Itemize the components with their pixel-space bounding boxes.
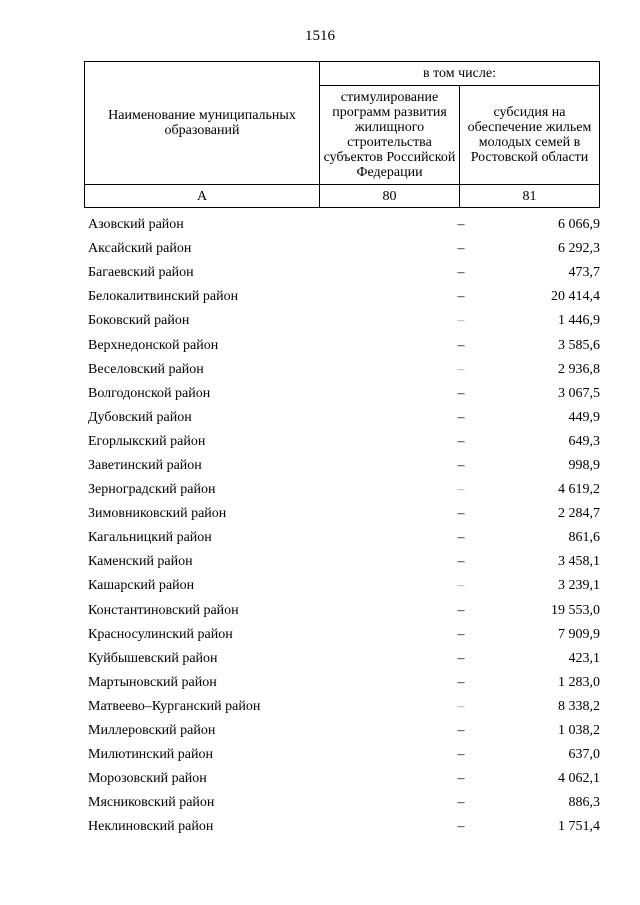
- col-81-value: 1 446,9: [558, 313, 600, 329]
- col-81-value: 4 062,1: [558, 771, 600, 787]
- municipality-name: Матвеево–Курганский район: [88, 698, 261, 714]
- col-80-value: –: [457, 313, 465, 329]
- municipality-name: Мясниковский район: [88, 795, 215, 811]
- table-row: [84, 647, 600, 671]
- municipality-name: Красносулинский район: [88, 626, 233, 642]
- municipality-name: Егорлыкский район: [88, 433, 206, 449]
- table-row: [84, 285, 600, 309]
- table-row: [84, 743, 600, 767]
- municipality-name: Кашарский район: [88, 578, 195, 594]
- col-80-cell: [322, 265, 465, 281]
- table-row: [84, 671, 600, 695]
- col-80-cell: [322, 482, 465, 498]
- municipality-name: Куйбышевский район: [88, 650, 218, 666]
- municipality-name: Морозовский район: [88, 771, 207, 787]
- col-81-value: 861,6: [568, 530, 600, 546]
- table-row: [84, 213, 600, 237]
- col-80-value: –: [457, 217, 465, 233]
- col-80-value: –: [457, 385, 465, 401]
- header-col-a-number: А: [85, 185, 320, 208]
- col-81-value: 6 292,3: [558, 241, 600, 257]
- table-row: [84, 261, 600, 285]
- col-80-value: –: [457, 650, 465, 666]
- col-80-value: –: [457, 530, 465, 546]
- col-81-value: 19 553,0: [551, 602, 600, 618]
- col-81-value: 2 284,7: [558, 506, 600, 522]
- table-row: [84, 454, 600, 478]
- col-80-value: –: [457, 457, 465, 473]
- col-81-value: 3 239,1: [558, 578, 600, 594]
- page-number: 1516: [305, 28, 335, 44]
- col-80-cell: [322, 771, 465, 787]
- table-row: [84, 358, 600, 382]
- col-80-value: –: [457, 602, 465, 618]
- col-80-value: –: [457, 578, 465, 594]
- col-81-value: 8 338,2: [558, 698, 600, 714]
- col-80-cell: [322, 747, 465, 763]
- col-80-cell: [322, 241, 465, 257]
- municipality-name: Белокалитвинский район: [88, 289, 239, 305]
- col-80-value: –: [457, 795, 465, 811]
- col-80-cell: [322, 409, 465, 426]
- col-81-value: 3 458,1: [558, 554, 600, 570]
- col-80-cell: [322, 723, 465, 739]
- col-80-cell: [322, 385, 465, 402]
- col-80-cell: [322, 337, 465, 354]
- table-row: [84, 599, 600, 623]
- col-80-cell: [322, 819, 465, 835]
- header-col-81-title: субсидия на обеспечение жильем молодых семей в Ростовской области: [460, 86, 600, 185]
- col-81-value: 998,9: [568, 457, 600, 473]
- table-row: [84, 719, 600, 743]
- col-80-cell: [322, 361, 465, 378]
- col-80-cell: [322, 650, 465, 667]
- table-row: [84, 406, 600, 430]
- col-81-value: 637,0: [568, 747, 600, 763]
- col-81-value: 4 619,2: [558, 482, 600, 498]
- col-80-cell: [322, 289, 465, 305]
- col-81-value: 1 283,0: [558, 674, 600, 690]
- municipality-name: Кагальницкий район: [88, 530, 212, 546]
- col-80-cell: [322, 530, 465, 546]
- col-81-value: 7 909,9: [558, 626, 600, 642]
- municipality-name: Азовский район: [88, 217, 184, 233]
- col-80-value: –: [457, 554, 465, 570]
- header-col-80-number: 80: [320, 185, 460, 208]
- table-row: [84, 767, 600, 791]
- col-80-cell: [322, 217, 465, 233]
- municipality-name: Дубовский район: [88, 409, 192, 425]
- col-81-value: 2 936,8: [558, 361, 600, 377]
- table-header: [84, 61, 600, 208]
- table-row: [84, 623, 600, 647]
- table-row: [84, 695, 600, 719]
- col-81-value: 6 066,9: [558, 217, 600, 233]
- table-row: [84, 382, 600, 406]
- col-81-value: 3 585,6: [558, 337, 600, 353]
- table-body: [84, 213, 600, 839]
- table-row: [84, 430, 600, 454]
- col-81-value: 20 414,4: [551, 289, 600, 305]
- col-80-value: –: [457, 819, 465, 835]
- table-row: [84, 309, 600, 333]
- header-col-81-number: 81: [460, 185, 600, 208]
- col-80-value: –: [457, 482, 465, 498]
- table-row: [84, 237, 600, 261]
- col-81-value: 1 038,2: [558, 723, 600, 739]
- table-row: [84, 574, 600, 598]
- col-80-value: –: [457, 361, 465, 377]
- col-80-cell: [322, 795, 465, 811]
- municipality-name: Багаевский район: [88, 265, 194, 281]
- header-including: в том числе:: [320, 62, 600, 86]
- table-row: [84, 526, 600, 550]
- col-81-value: 423,1: [568, 650, 600, 666]
- table-row: [84, 333, 600, 357]
- col-80-value: –: [457, 771, 465, 787]
- col-80-value: –: [457, 265, 465, 281]
- municipality-name: Каменский район: [88, 554, 193, 570]
- table-row: [84, 478, 600, 502]
- col-80-cell: [322, 457, 465, 474]
- col-80-cell: [322, 578, 465, 594]
- municipality-name: Константиновский район: [88, 602, 239, 618]
- col-81-value: 449,9: [568, 409, 600, 425]
- col-80-value: –: [457, 626, 465, 642]
- col-81-value: 649,3: [568, 433, 600, 449]
- col-80-cell: [322, 554, 465, 570]
- municipality-name: Зерноградский район: [88, 482, 216, 498]
- col-80-value: –: [457, 723, 465, 739]
- col-81-value: 3 067,5: [558, 385, 600, 401]
- col-80-cell: [322, 626, 465, 643]
- col-80-value: –: [457, 337, 465, 353]
- municipality-name: Мартыновский район: [88, 674, 217, 690]
- header-name-column: Наименование муниципальных образований: [85, 62, 320, 185]
- municipality-name: Милютинский район: [88, 747, 214, 763]
- municipality-name: Заветинский район: [88, 457, 202, 473]
- col-80-value: –: [457, 409, 465, 425]
- col-80-value: –: [457, 674, 465, 690]
- col-80-cell: [322, 433, 465, 450]
- col-80-value: –: [457, 289, 465, 305]
- municipality-name: Миллеровский район: [88, 723, 216, 739]
- municipality-name: Зимовниковский район: [88, 506, 227, 522]
- col-81-value: 473,7: [568, 265, 600, 281]
- municipality-name: Веселовский район: [88, 361, 204, 377]
- table-row: [84, 791, 600, 815]
- table-row: [84, 502, 600, 526]
- municipality-name: Волгодонской район: [88, 385, 211, 401]
- col-80-cell: [322, 313, 465, 329]
- table-row: [84, 550, 600, 574]
- col-80-cell: [322, 698, 465, 715]
- col-80-cell: [322, 602, 465, 619]
- col-80-cell: [322, 506, 465, 522]
- header-col-80-title: стимулирование программ развития жилищного строительства субъектов Российской Федерации: [320, 86, 460, 185]
- municipality-name: Аксайский район: [88, 241, 192, 257]
- table-row: [84, 815, 600, 839]
- col-81-value: 1 751,4: [558, 819, 600, 835]
- col-80-value: –: [457, 506, 465, 522]
- col-80-cell: [322, 674, 465, 691]
- col-80-value: –: [457, 433, 465, 449]
- col-81-value: 886,3: [568, 795, 600, 811]
- col-80-value: –: [457, 747, 465, 763]
- municipality-name: Неклиновский район: [88, 819, 214, 835]
- municipality-name: Верхнедонской район: [88, 337, 219, 353]
- municipality-name: Боковский район: [88, 313, 190, 329]
- col-80-value: –: [457, 698, 465, 714]
- col-80-value: –: [457, 241, 465, 257]
